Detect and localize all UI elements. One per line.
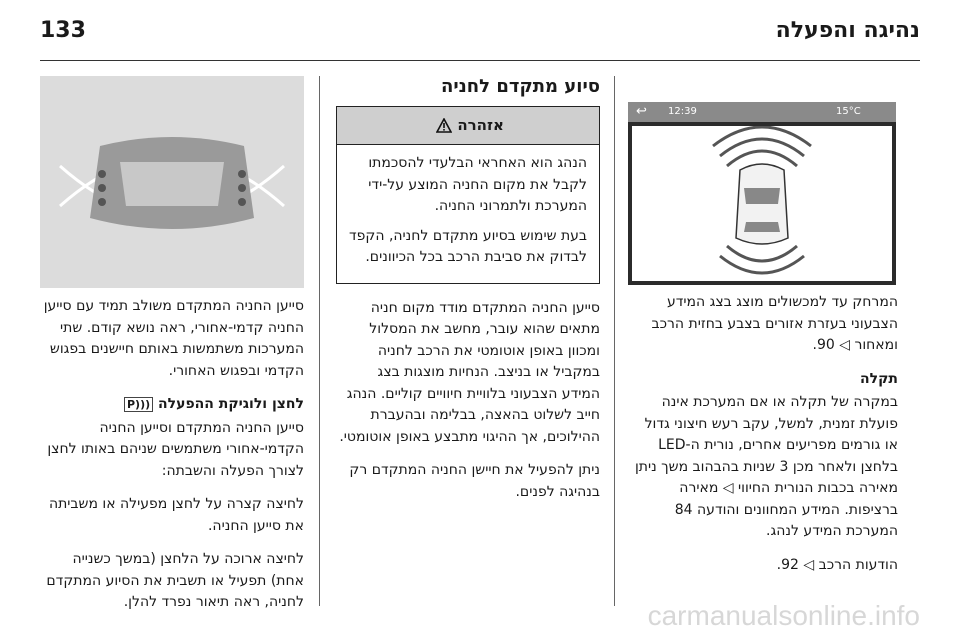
warning-para-1: הנהג הוא האחראי הבלעדי להסכמתו לקבל את מקום החניה המוצע על-ידי המערכת ולתמרוני החניה.: [368, 155, 587, 214]
back-arrow-icon: ↩: [636, 104, 647, 119]
front-zone-arc-2: [720, 139, 804, 156]
page-number: 133: [40, 18, 86, 43]
chapter-title: נהיגה והפעלה: [775, 18, 920, 43]
header-rule: [40, 60, 920, 61]
button-logic-heading: [40, 394, 304, 416]
fault-heading: תקלה: [860, 370, 898, 387]
page-header: [40, 14, 920, 50]
button-logic-heading-text: לחצן ולוגיקת ההפעלה: [158, 396, 304, 412]
rear-zone-arc-2: [720, 256, 804, 273]
middle-text-column: [336, 76, 600, 515]
warning-body: [337, 145, 599, 283]
left-para-1: סייען החניה המתקדם משולב תמיד עם סייען החניה קדמי-אחורי, ראה נושא קודם. שתי המערכות משתמשות באותם חיישנים בפגוש הקדמי ובפגוש האחורי.: [43, 298, 304, 379]
column-divider-left: [319, 76, 320, 606]
display-status-bar: [628, 102, 896, 122]
parking-sensor-button-icon: P))): [124, 397, 153, 412]
middle-para-2: ניתן להפעיל את חיישן החניה המתקדם רק בנהיגה לפנים.: [349, 462, 600, 500]
car-proximity-diagram: [632, 126, 892, 285]
warning-triangle-icon: [436, 118, 452, 133]
car-windshield: [744, 188, 780, 204]
column-divider-right: [614, 76, 615, 606]
left-para-2: סייען החניה המתקדם וסייען החניה הקדמי-אחורי משתמשים שניהם באותו לחצן לצורך הפעלה והשבתה:: [47, 419, 304, 479]
car-roof: [120, 162, 224, 206]
left-text-column: [40, 296, 304, 626]
sensor-coverage-figure: [40, 76, 304, 288]
warning-title: אזהרה: [457, 115, 504, 134]
warning-para-2: בעת שימוש בסיוע מתקדם לחניה, הקפד לבדוק את סביבת הרכב בכל הכיוונים.: [349, 227, 587, 265]
right-para-3: הודעות הרכב ◁ 92.: [776, 556, 898, 573]
right-para-2: במקרה של תקלה או אם המערכת אינה פועלת זמנית, למשל, עקב רעש חיצוני גדול או גורמים מפריעים אחרים, נורית ה-LED בלחצן ולאחר מכן 3 שניות בהבהוב משך ניתן מאירה בכבות הנורית החיווי ◁ מאירה ברציפות. המידע המחוונים והודעה 84 המערכת המידע לנהג.: [634, 394, 898, 539]
middle-para-1: סייען החניה המתקדם מודד מקום חניה מתאים שהוא עובר, מחשב את המסלול ומכוון באופן אוטומטי את הרכב לחניה במקביל או בניצב. הנחיות מוצגות בצג המידע הצבעוני בלוויית חיוויים קוליים. הנהג חייב לשלוט בהאצה, בבלימה ובהעברת ההילוכים, אך ההיגוי מתבצע באופן אוטומטי.: [339, 299, 600, 445]
display-temperature: 15°C: [836, 106, 861, 117]
warning-header: [337, 107, 599, 146]
warning-box: [336, 106, 600, 284]
display-time: 12:39: [668, 106, 697, 117]
watermark: carmanualsonline.info: [647, 600, 920, 631]
left-para-3: לחיצה קצרה על לחצן מפעילה או משביתה את סייען החניה.: [48, 496, 304, 534]
section-title: סיוע מתקדם לחניה: [440, 76, 600, 97]
car-rear-window: [744, 222, 780, 232]
right-para-1: המרחק עד למכשולים מוצג בצג המידע הצבעוני בעזרת אזורים בצבע בחזית הרכב ומאחור ◁ 90.: [651, 294, 898, 353]
right-text-column: [628, 292, 898, 588]
parking-display-screenshot: [628, 102, 896, 285]
left-para-4: לחיצה ארוכה על הלחצן (במשך כשנייה אחת) תפעיל או תשבית את הסיוע המתקדם לחניה, ראה תיאור נפרד להלן.: [46, 551, 304, 610]
front-zone-arc-3: [713, 127, 811, 146]
rear-zone-arc-1: [727, 246, 797, 261]
sensor-coverage-diagram: [40, 76, 304, 288]
display-body: [628, 122, 896, 285]
